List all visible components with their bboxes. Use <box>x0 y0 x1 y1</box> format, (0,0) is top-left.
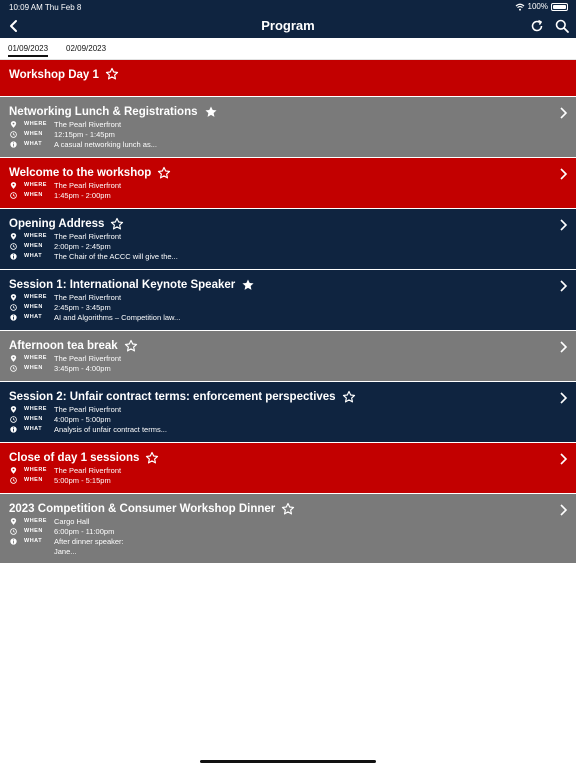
star-outline-icon[interactable] <box>110 217 124 231</box>
session-row[interactable] <box>0 157 576 208</box>
where-label: WHERE <box>24 406 47 412</box>
where-value: The Pearl Riverfront <box>54 120 122 129</box>
session-title-text: Networking Lunch & Registrations <box>9 106 198 118</box>
session-title <box>9 278 255 292</box>
chevron-right-icon[interactable] <box>558 503 568 517</box>
nav-bar <box>0 14 576 38</box>
where-label: WHERE <box>24 182 47 188</box>
what-value: Analysis of unfair contract terms... <box>54 425 167 434</box>
session-row[interactable] <box>0 330 576 381</box>
when-label: WHEN <box>24 304 43 310</box>
what-value-line2: Jane... <box>54 547 77 556</box>
battery-percent: 100% <box>527 2 548 11</box>
where-value: The Pearl Riverfront <box>54 293 122 302</box>
where-value: The Pearl Riverfront <box>54 181 122 190</box>
clock-icon <box>10 477 17 484</box>
when-label: WHEN <box>24 416 43 422</box>
star-filled-icon[interactable] <box>241 278 255 292</box>
day-header[interactable] <box>0 60 576 96</box>
session-row[interactable] <box>0 208 576 269</box>
what-label: WHAT <box>24 314 43 320</box>
location-pin-icon <box>10 294 17 301</box>
star-outline-icon[interactable] <box>281 502 295 516</box>
where-label: WHERE <box>24 467 47 473</box>
clock-icon <box>10 131 17 138</box>
session-title <box>9 502 295 516</box>
session-row[interactable] <box>0 269 576 330</box>
refresh-icon[interactable] <box>529 18 545 34</box>
when-label: WHEN <box>24 243 43 249</box>
chevron-right-icon[interactable] <box>558 106 568 120</box>
location-pin-icon <box>10 121 17 128</box>
session-title-text: Session 1: International Keynote Speaker <box>9 279 236 291</box>
home-indicator[interactable] <box>200 760 376 763</box>
search-icon[interactable] <box>554 18 570 34</box>
where-value: Cargo Hall <box>54 517 90 526</box>
clock-icon <box>10 243 17 250</box>
session-title-text: Close of day 1 sessions <box>9 452 140 464</box>
tab-date-1[interactable]: 01/09/2023 <box>8 44 48 57</box>
session-title <box>9 166 171 180</box>
star-outline-icon[interactable] <box>105 67 119 81</box>
location-pin-icon <box>10 518 17 525</box>
star-outline-icon[interactable] <box>145 451 159 465</box>
session-row[interactable] <box>0 381 576 442</box>
star-filled-icon[interactable] <box>204 105 218 119</box>
what-label: WHAT <box>24 253 43 259</box>
battery-icon <box>551 3 568 11</box>
location-pin-icon <box>10 467 17 474</box>
where-label: WHERE <box>24 121 47 127</box>
when-value: 2:00pm - 2:45pm <box>54 242 111 251</box>
where-label: WHERE <box>24 233 47 239</box>
clock-icon <box>10 304 17 311</box>
where-value: The Pearl Riverfront <box>54 354 122 363</box>
chevron-right-icon[interactable] <box>558 218 568 232</box>
session-row[interactable] <box>0 96 576 157</box>
chevron-right-icon[interactable] <box>558 452 568 466</box>
where-label: WHERE <box>24 355 47 361</box>
session-title <box>9 451 159 465</box>
session-title-text: 2023 Competition & Consumer Workshop Dinner <box>9 503 276 515</box>
chevron-right-icon[interactable] <box>558 340 568 354</box>
when-label: WHEN <box>24 192 43 198</box>
when-value: 3:45pm - 4:00pm <box>54 364 111 373</box>
info-icon <box>10 141 17 148</box>
where-label: WHERE <box>24 518 47 524</box>
when-value: 12:15pm - 1:45pm <box>54 130 115 139</box>
tab-date-2[interactable]: 02/09/2023 <box>66 44 107 53</box>
clock-icon <box>10 416 17 423</box>
what-value: The Chair of the ACCC will give the... <box>54 252 178 261</box>
what-value: AI and Algorithms – Competition law... <box>54 313 181 322</box>
what-label: WHAT <box>24 538 43 544</box>
what-value: After dinner speaker: <box>54 537 124 546</box>
info-icon <box>10 538 17 545</box>
wifi-icon <box>515 3 525 11</box>
clock-icon <box>10 528 17 535</box>
session-title <box>9 390 356 404</box>
when-label: WHEN <box>24 477 43 483</box>
page-title: Program <box>261 18 315 33</box>
status-time-date: 10:09 AM Thu Feb 8 <box>9 3 82 12</box>
where-value: The Pearl Riverfront <box>54 405 122 414</box>
when-value: 2:45pm - 3:45pm <box>54 303 111 312</box>
where-value: The Pearl Riverfront <box>54 466 122 475</box>
where-label: WHERE <box>24 294 47 300</box>
session-title-text: Session 2: Unfair contract terms: enforcement perspectives <box>9 391 336 403</box>
what-label: WHAT <box>24 141 43 147</box>
when-value: 1:45pm - 2:00pm <box>54 191 111 200</box>
day-header-title: Workshop Day 1 <box>9 69 99 81</box>
session-title-text: Opening Address <box>9 218 105 230</box>
info-icon <box>10 426 17 433</box>
star-outline-icon[interactable] <box>157 166 171 180</box>
when-label: WHEN <box>24 365 43 371</box>
session-title <box>9 105 218 119</box>
when-value: 6:00pm - 11:00pm <box>54 527 115 536</box>
when-value: 4:00pm - 5:00pm <box>54 415 111 424</box>
chevron-right-icon[interactable] <box>558 279 568 293</box>
status-indicators <box>515 2 568 11</box>
session-title-text: Welcome to the workshop <box>9 167 152 179</box>
what-value: A casual networking lunch as... <box>54 140 157 149</box>
star-outline-icon[interactable] <box>342 390 356 404</box>
date-tabs <box>0 38 576 60</box>
location-pin-icon <box>10 355 17 362</box>
clock-icon <box>10 365 17 372</box>
session-title-text: Afternoon tea break <box>9 340 118 352</box>
when-label: WHEN <box>24 528 43 534</box>
where-value: The Pearl Riverfront <box>54 232 122 241</box>
what-label: WHAT <box>24 426 43 432</box>
location-pin-icon <box>10 182 17 189</box>
info-icon <box>10 253 17 260</box>
star-outline-icon[interactable] <box>124 339 138 353</box>
chevron-right-icon[interactable] <box>558 167 568 181</box>
session-title <box>9 339 138 353</box>
chevron-right-icon[interactable] <box>558 391 568 405</box>
when-value: 5:00pm - 5:15pm <box>54 476 111 485</box>
session-title <box>9 217 124 231</box>
session-row[interactable] <box>0 442 576 493</box>
location-pin-icon <box>10 406 17 413</box>
clock-icon <box>10 192 17 199</box>
status-bar <box>0 0 576 14</box>
when-label: WHEN <box>24 131 43 137</box>
info-icon <box>10 314 17 321</box>
session-row[interactable] <box>0 493 576 563</box>
location-pin-icon <box>10 233 17 240</box>
